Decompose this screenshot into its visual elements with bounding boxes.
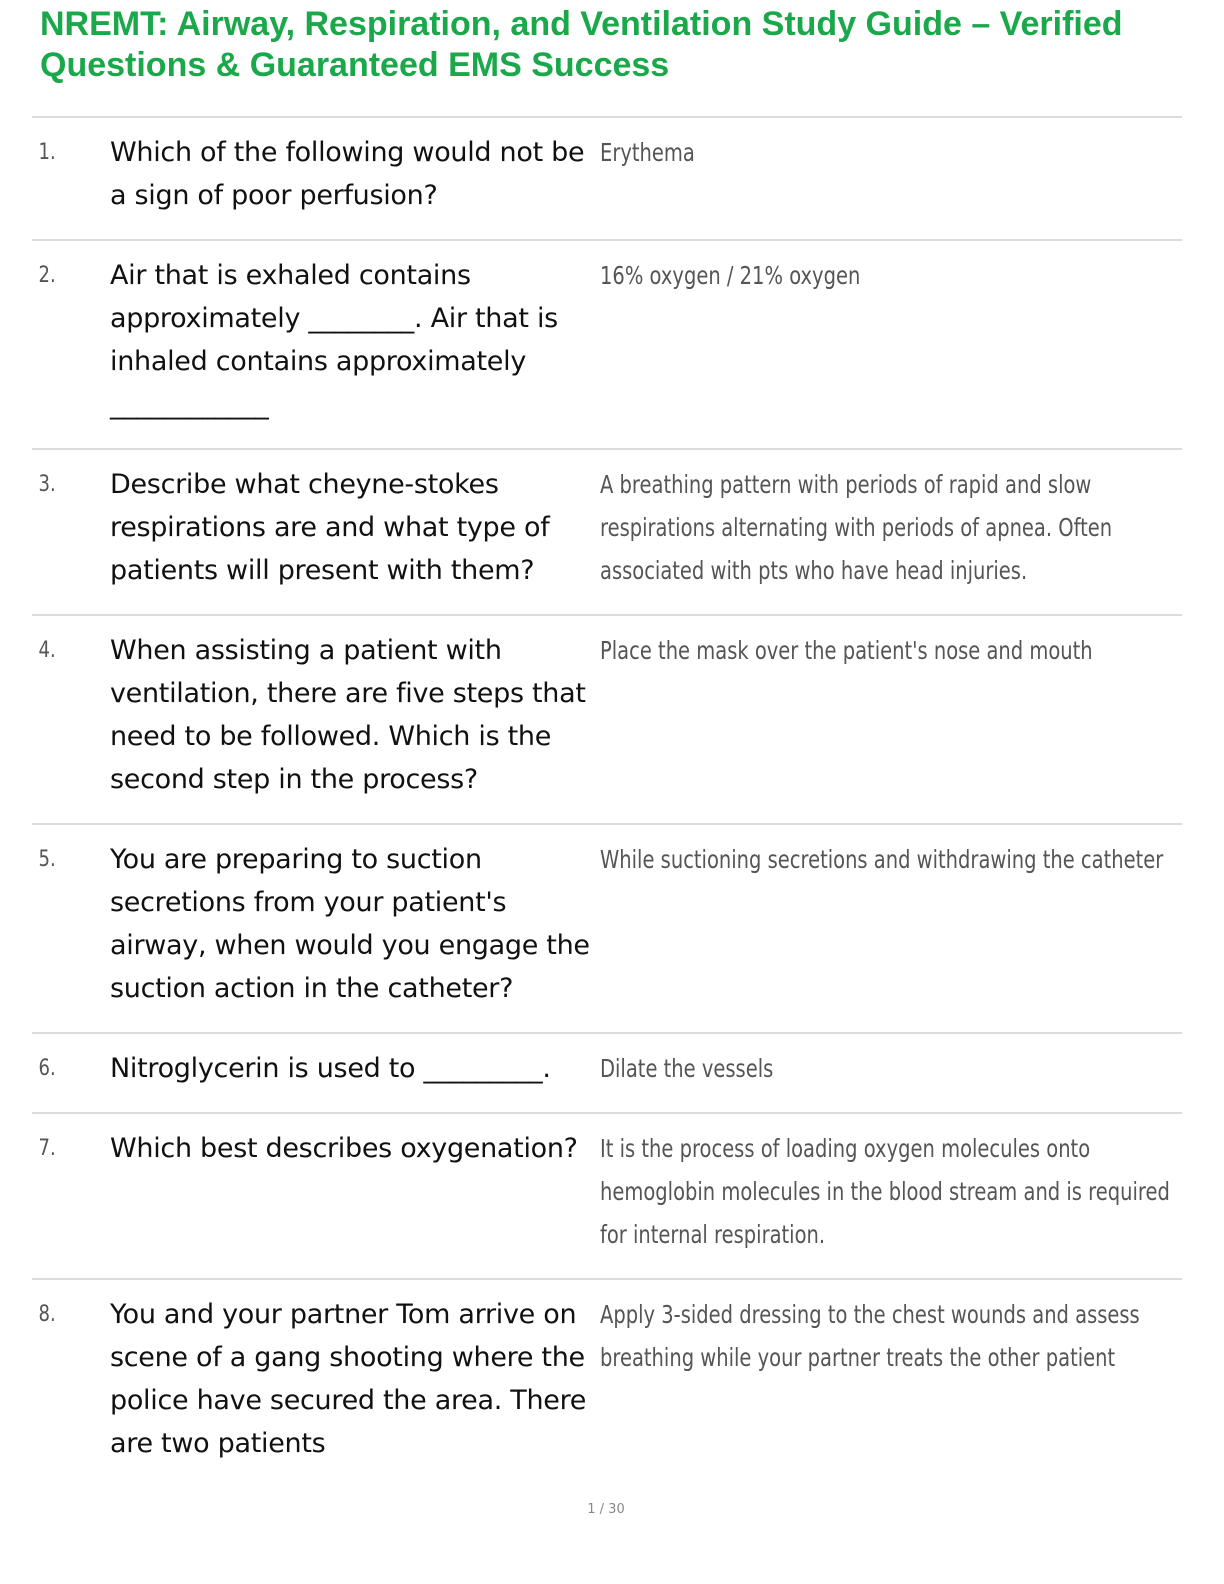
question-text: You and your partner Tom arrive on scene of a gang shooting where the police have secured the area. There are two patients <box>110 1299 587 1459</box>
answer-text <box>598 1127 1182 1256</box>
qa-row-7 <box>32 1112 1182 1278</box>
answer-value: While suctioning secretions and withdrawing the catheter <box>600 845 1164 874</box>
answer-text <box>598 629 1182 801</box>
question-number: 4. <box>38 638 56 663</box>
qa-row-4 <box>32 614 1182 823</box>
qa-row-8 <box>32 1278 1182 1487</box>
document-title: NREMT: Airway, Respiration, and Ventilation Study Guide – Verified Questions & Guaranteed EMS Success <box>40 5 1123 84</box>
answer-value: Apply 3-sided dressing to the chest wounds and assess breathing while your partner treats the other patient <box>600 1300 1140 1372</box>
answer-text <box>598 1293 1182 1465</box>
question-number: 2. <box>38 263 56 288</box>
answer-value: A breathing pattern with periods of rapid and slow respirations alternating with periods of apnea. Often associated with pts who have head injuries. <box>600 470 1113 585</box>
question-number: 7. <box>38 1136 56 1161</box>
question-number: 8. <box>38 1302 56 1327</box>
question-text: Which of the following would not be a sign of poor perfusion? <box>110 137 585 211</box>
answer-value: Place the mask over the patient's nose and mouth <box>600 636 1093 665</box>
question-number: 6. <box>38 1056 56 1081</box>
question-text: Air that is exhaled contains approximately ________. Air that is inhaled contains approximately ____________ <box>110 260 558 420</box>
question-text: Which best describes oxygenation? <box>110 1133 578 1164</box>
question-text: Nitroglycerin is used to _________. <box>110 1053 551 1084</box>
question-number: 1. <box>38 140 56 165</box>
answer-text <box>598 131 1182 217</box>
qa-row-3 <box>32 448 1182 614</box>
qa-row-2 <box>32 239 1182 448</box>
qa-row-6 <box>32 1032 1182 1112</box>
answer-text <box>598 1047 1182 1090</box>
answer-value: 16% oxygen / 21% oxygen <box>600 261 861 290</box>
qa-row-1 <box>32 116 1182 239</box>
question-text: You are preparing to suction secretions from your patient's airway, when would you engage the suction action in the catheter? <box>110 844 590 1004</box>
qa-row-5 <box>32 823 1182 1032</box>
answer-text <box>598 463 1182 592</box>
answer-value: It is the process of loading oxygen molecules onto hemoglobin molecules in the blood stream and is required for internal respiration. <box>600 1134 1170 1249</box>
qa-list <box>32 116 1182 1487</box>
answer-value: Dilate the vessels <box>600 1054 774 1083</box>
page-number: 1 / 30 <box>587 1502 625 1517</box>
answer-value: Erythema <box>600 138 695 167</box>
question-text: When assisting a patient with ventilation, there are five steps that need to be followed. Which is the second step in the process? <box>110 635 586 795</box>
answer-text <box>598 254 1182 426</box>
question-number: 5. <box>38 847 56 872</box>
question-text: Describe what cheyne-stokes respirations are and what type of patients will present with them? <box>110 469 550 586</box>
question-number: 3. <box>38 472 56 497</box>
answer-text <box>598 838 1182 1010</box>
